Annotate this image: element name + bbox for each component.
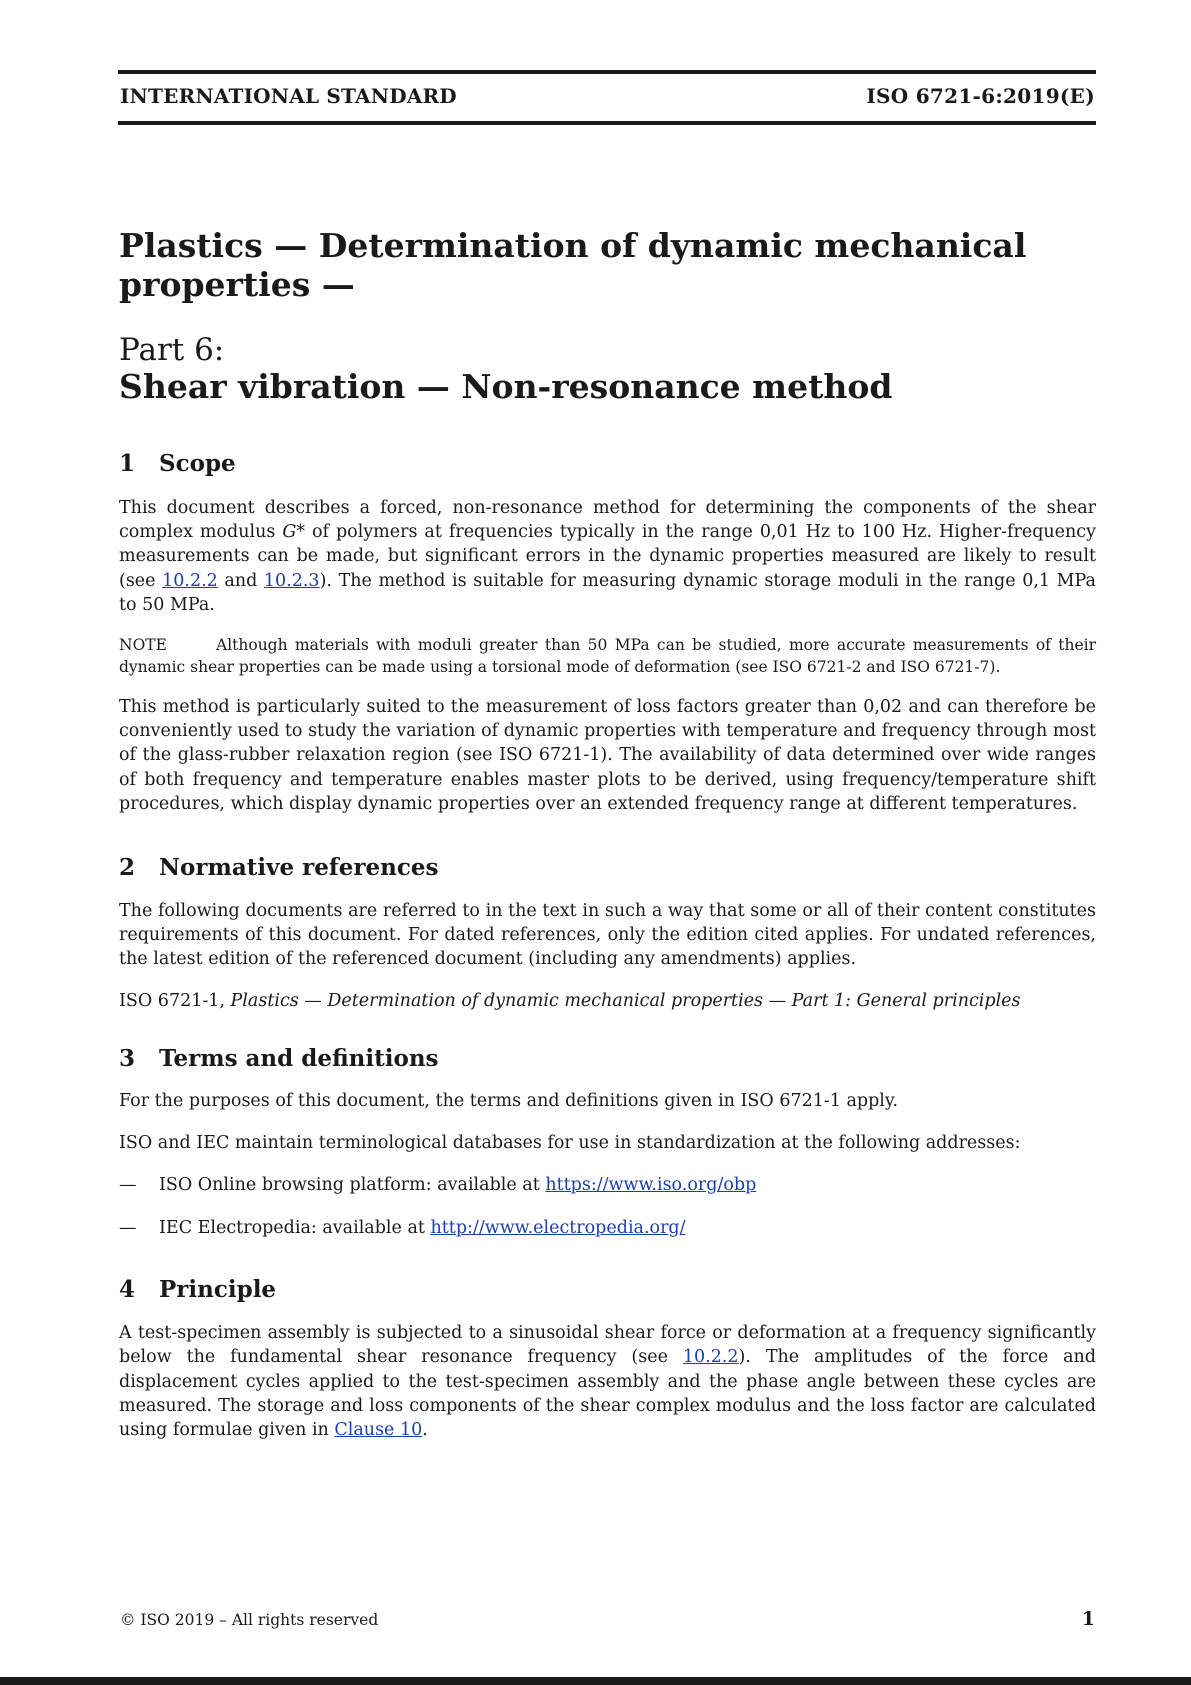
header-standard-type: INTERNATIONAL STANDARD [120, 84, 457, 108]
header-rule-bottom [118, 121, 1096, 125]
document-title [119, 226, 1096, 304]
list-item: — ISO Online browsing platform: available at https://www.iso.org/obp [119, 1175, 757, 1196]
section-1-heading [119, 449, 1096, 479]
normative-references-paragraph: The following documents are referred to in the text in such a way that some or all of their content constitutes requirements of this document. For dated references, only the edition cited applies. For undated references, the latest edition of the referenced document (including any amendments) applies. [119, 901, 1096, 970]
electropedia-link[interactable]: http://www.electropedia.org/ [430, 1218, 686, 1239]
section-title: Normative references [159, 854, 439, 882]
section-number: 3 [119, 1044, 136, 1072]
document-body [119, 226, 1096, 1442]
link-10-2-3[interactable]: 10.2.3 [263, 570, 320, 591]
section-3-heading [119, 1044, 1096, 1074]
scope-paragraph-1: This document describes a forced, non-resonance method for determining the components of the shear complex modulus G* of polymers at frequencies typically in the range 0,01 Hz to 100 Hz. Higher-frequency measurements can be made, but significant errors in the dynamic properties measured are likely to result (see 10.2.2 and 10.2.3). The method is suitable for measuring dynamic storage moduli in the range 0,1 MPa to 50 MPa. [119, 498, 1096, 615]
principle-paragraph: A test-specimen assembly is subjected to a sinusoidal shear force or deformation at a frequency significantly below the fundamental shear resonance frequency (see 10.2.2). The amplitudes of the force and displacement cycles applied to the test-specimen assembly and the phase angle between these cycles are measured. The storage and loss components of the shear complex modulus and the loss factor are calculated using formulae given in Clause 10. [119, 1323, 1096, 1441]
part-title: Shear vibration — Non-resonance method [119, 367, 893, 406]
section-title: Scope [159, 450, 236, 477]
link-10-2-2[interactable]: 10.2.2 [682, 1347, 739, 1368]
section-number: 4 [119, 1276, 136, 1304]
list-item: — IEC Electropedia: available at http://www.electropedia.org/ [119, 1218, 686, 1239]
link-clause-10[interactable]: Clause 10 [334, 1420, 423, 1441]
title-line-2: properties — [119, 265, 355, 304]
section-title: Principle [159, 1276, 277, 1304]
bottom-border [0, 1677, 1191, 1685]
section-number: 1 [119, 450, 136, 477]
terms-paragraph-2: ISO and IEC maintain terminological databases for use in standardization at the following addresses: [119, 1133, 1021, 1154]
part-label: Part 6: [119, 332, 225, 368]
footer-copyright: © ISO 2019 – All rights reserved [120, 1611, 379, 1629]
terms-paragraph-1: For the purposes of this document, the terms and definitions given in ISO 6721-1 apply. [119, 1090, 899, 1111]
dash-bullet: — [119, 1175, 137, 1196]
note-label: NOTE [119, 636, 167, 655]
section-4-heading [119, 1275, 1096, 1305]
scope-note [119, 635, 1096, 678]
iso-obp-link[interactable]: https://www.iso.org/obp [545, 1175, 757, 1196]
title-line-1: Plastics — Determination of dynamic mechanical [119, 226, 1027, 265]
header-document-id: ISO 6721-6:2019(E) [866, 84, 1095, 108]
section-2-heading [119, 853, 1096, 883]
note-text: Although materials with moduli greater than 50 MPa can be studied, more accurate measurements of their dynamic shear properties can be made using a torsional mode of deformation (see ISO 6721-2 and ISO 6721-7). [119, 636, 1096, 676]
link-10-2-2[interactable]: 10.2.2 [162, 570, 218, 591]
header-rule-top [118, 70, 1096, 74]
dash-bullet: — [119, 1218, 137, 1239]
normative-reference-item: ISO 6721-1, Plastics — Determination of dynamic mechanical properties — Part 1: General principles [119, 990, 1021, 1011]
section-number: 2 [119, 854, 136, 882]
footer-page-number: 1 [1081, 1608, 1095, 1630]
scope-paragraph-2: This method is particularly suited to the measurement of loss factors greater than 0,02 and can therefore be conveniently used to study the variation of dynamic properties with temperature and frequency through most of the glass-rubber relaxation region (see ISO 6721-1). The availability of data determined over wide ranges of both frequency and temperature enables master plots to be derived, using frequency/temperature shift procedures, which display dynamic properties over an extended frequency range at different temperatures. [119, 697, 1096, 814]
section-title: Terms and definitions [159, 1044, 439, 1072]
shear-complex-modulus-symbol: G* [282, 522, 306, 543]
